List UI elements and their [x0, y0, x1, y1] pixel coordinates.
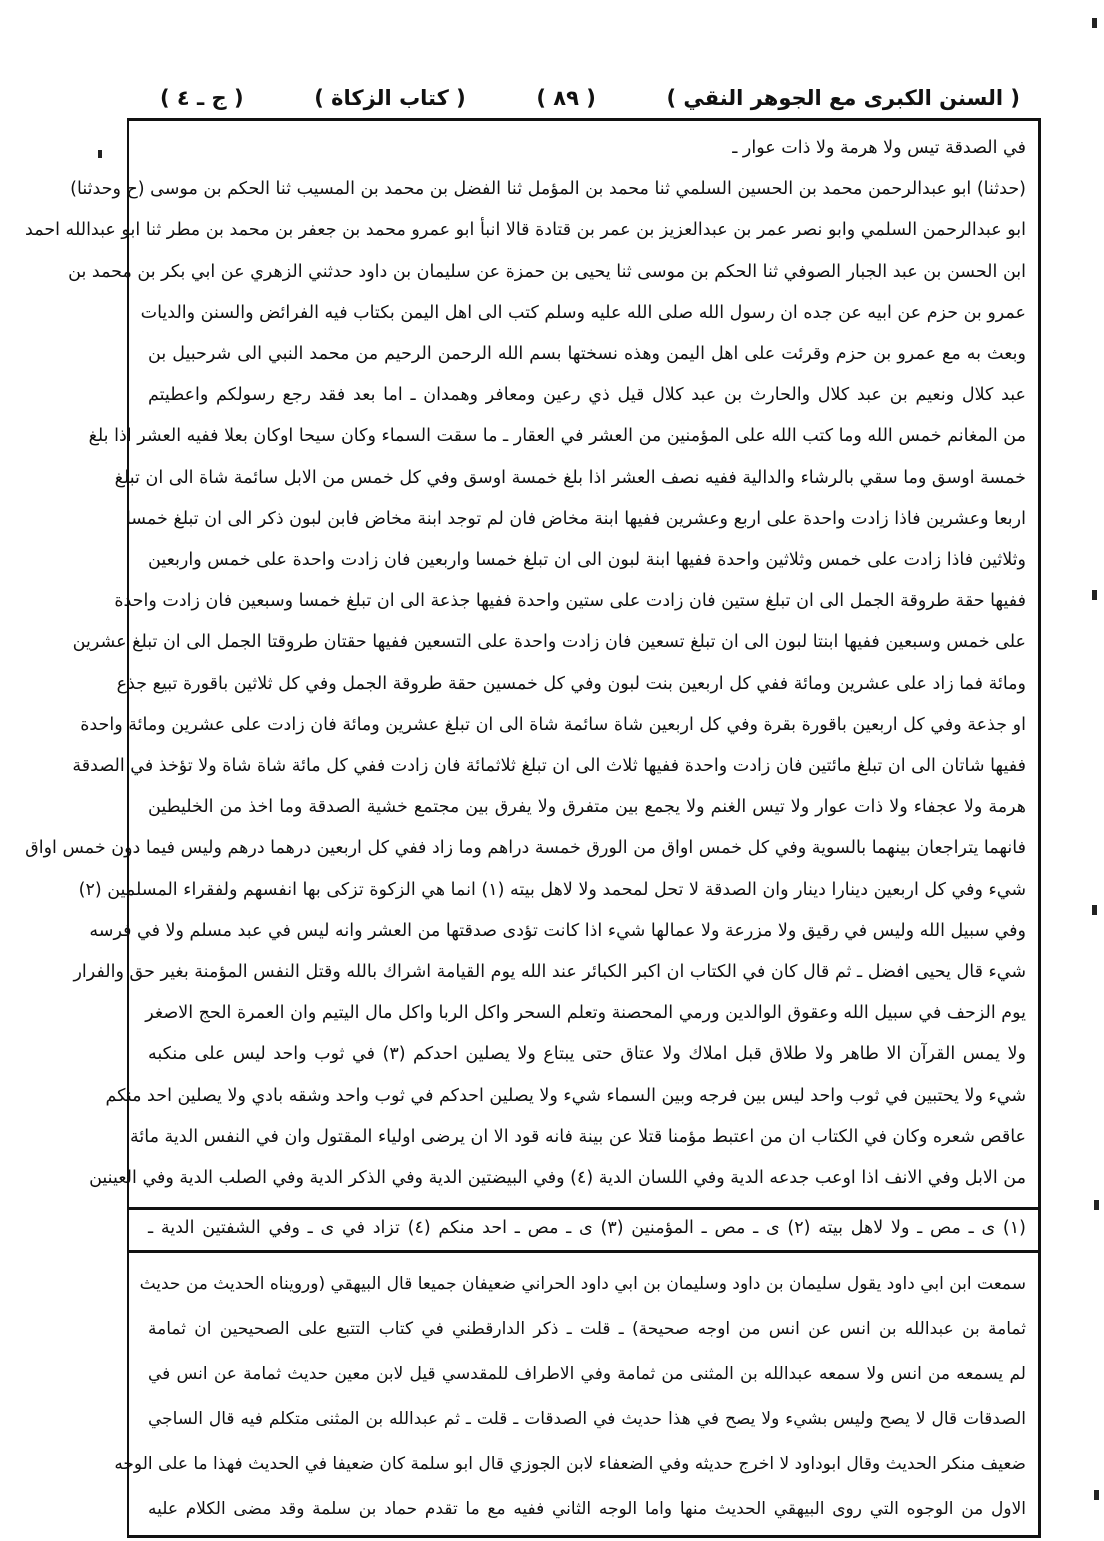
text-line: يوم الزحف في سبيل الله وعقوق الوالدين ورمي المحصنة وتعلم السحر واكل الربا واكل مال اليتيم وان العمرة الحج الاصغر	[145, 1003, 1026, 1024]
book-title: ( السنن الكبرى مع الجوهر النقي )	[666, 86, 1020, 110]
text-line: عبد كلال ونعيم بن عبد كلال والحارث بن عبد كلال قيل ذي رعين ومعافر وهمدان ـ اما بعد فقد رجع رسولكم واعطيتم	[148, 385, 1026, 406]
scan-speck	[1092, 18, 1097, 28]
text-line: هرمة ولا عجفاء ولا ذات عوار ولا تيس الغنم ولا يجمع بين متفرق ولا يفرق بين مجتمع خشية الصدقة وما اخذ من الخليطين	[148, 797, 1026, 818]
text-line: وبعث به مع عمرو بن حزم وقرئت على اهل اليمن وهذه نسختها بسم الله الرحمن الرحيم من محمد النبي الى شرحبيل بن	[148, 344, 1026, 365]
footnotes: (١) ى ـ مص ـ ولا لاهل بيته (٢) ى ـ مص ـ المؤمنين (٣) ى ـ مص ـ احد منكم (٤) تزاد في ى ـ وفي الشفتين الدية ـ	[148, 1218, 1026, 1238]
main-text	[25, 128, 1026, 1199]
page-header	[160, 80, 1020, 116]
text-line: وثلاثين فاذا زادت على خمس وثلاثين واحدة ففيها ابنة لبون الى ان تبلغ خمسا واربعين فان زادت واحدة على خمس واربعين	[148, 550, 1026, 571]
text-line: في الصدقة تيس ولا هرمة ولا ذات عوار ـ	[732, 138, 1026, 158]
text-line: فانهما يتراجعان بينهما بالسوية وفي كل خمس اواق من الورق خمسة دراهم وما زاد ففي كل اربعين درهما درهم وليس فيما دون خمس اواق	[25, 838, 1026, 859]
commentary-line: ضعيف منكر الحديث وقال ابوداود لا اخرج حديثه وفي الضعفاء لابن الجوزي قال ابو سلمة كان ضعيفا في الحديث فهذا ما على الوجه	[114, 1454, 1026, 1474]
text-line: شيء قال يحيى افضل ـ ثم قال كان في الكتاب ان اكبر الكبائر عند الله يوم القيامة اشراك بالله وقتل النفس المؤمنة بغير حق والفرار	[73, 962, 1026, 983]
text-line: ابو عبدالرحمن السلمي وابو نصر عمر بن عبدالعزيز بن عمر بن قتادة قالا انبأ ابو عمرو محمد بن جعفر بن محمد بن مطر ثنا ابو عبدالله احمد	[25, 220, 1026, 241]
commentary-divider	[127, 1250, 1041, 1253]
scan-speck	[1092, 905, 1097, 915]
commentary-line: ثمامة بن عبدالله بن انس عن انس من اوجه صحيحة) ـ قلت ـ ذكر الدارقطني في كتاب التتبع على الصحيحين ان ثمامة	[148, 1319, 1026, 1339]
text-line: (حدثنا) ابو عبدالرحمن محمد بن الحسين السلمي ثنا محمد بن المؤمل ثنا الفضل بن محمد بن المسيب ثنا الحكم بن موسى (ح وحدثنا)	[70, 179, 1026, 200]
text-line: عمرو بن حزم عن ابيه عن جده ان رسول الله صلى الله عليه وسلم كتب الى اهل اليمن بكتاب فيه الفرائض والسنن والديات	[140, 302, 1026, 323]
text-line: او جذعة وفي كل اربعين باقورة بقرة وفي كل اربعين شاة سائمة شاة الى ان تبلغ عشرين ومائة فان زادت على عشرين ومائة واحدة	[80, 714, 1026, 735]
commentary-line: سمعت ابن ابي داود يقول سليمان بن داود وسليمان بن ابي داود الحراني ضعيفان جميعا قال البيهقي (ورويناه الحديث من حديث	[139, 1274, 1026, 1294]
text-line: عاقص شعره وكان في الكتاب ان من اعتبط مؤمنا قتلا عن بينة فانه قود الا ان يرضى اولياء المقتول وان في النفس الدية مائة	[130, 1126, 1026, 1147]
scan-speck	[1092, 590, 1097, 600]
text-line: ومائة فما زاد على عشرين ومائة ففي كل اربعين بنت لبون وفي كل خمسين حقة طروقة الجمل وفي كل ثلاثين باقورة تبيع جذع	[116, 673, 1026, 694]
text-line: من الابل وفي الانف اذا اوعب جدعه الدية وفي اللسان الدية (٤) وفي البيضتين الدية وفي الذكر الدية وفي الصلب الدية وفي العينين	[89, 1168, 1026, 1189]
text-line: شيء وفي كل اربعين دينارا دينار وان الصدقة لا تحل لمحمد ولا لاهل بيته (١) انما هي الزكوة تزكى بها انفسهم ولفقراء المسلمين (٢)	[78, 879, 1026, 900]
commentary-line: الاول من الوجوه التي روى البيهقي الحديث منها واما الوجه الثاني ففيه مع ما تقدم حماد بن سلمة وقد مضى الكلام عليه	[148, 1499, 1026, 1519]
commentary-text	[114, 1262, 1026, 1532]
text-line: ففيها شاتان الى ان تبلغ مائتين فان زادت واحدة ففيها ثلاث الى ان تبلغ ثلاثمائة فان زادت ففي كل مائة شاة شاة ولا تؤخذ في الصدقة	[72, 756, 1026, 777]
page-number: ( ٨٩ )	[536, 86, 596, 110]
text-line: على خمس وسبعين ففيها ابنتا لبون الى ان تبلغ تسعين فان زادت واحدة على التسعين ففيها حقتان طروقتا الجمل الى ان تبلغ عشرين	[72, 632, 1026, 653]
text-line: ابن الحسن بن عبد الجبار الصوفي ثنا الحكم بن موسى ثنا يحيى بن حمزة عن سليمان بن داود حدثني الزهري عن ابي بكر بن محمد بن	[68, 261, 1026, 282]
text-line: ففيها حقة طروقة الجمل الى ان تبلغ ستين فان زادت على ستين واحدة ففيها جذعة الى ان تبلغ خمسا وسبعين فان زادت واحدة	[114, 591, 1026, 612]
text-line: ولا يمس القرآن الا طاهر ولا طلاق قبل املاك ولا عتاق حتى يبتاع ولا يصلين احدكم (٣) في ثوب واحد ليس على منكبه	[148, 1044, 1026, 1065]
commentary-line: لم يسمعه من انس ولا سمعه عبدالله بن المثنى من ثمامة وفي الاطراف للمقدسي قيل لابن معين حديث ثمامة عن انس في	[148, 1364, 1026, 1384]
scan-speck	[1094, 1490, 1099, 1500]
text-line: من المغانم خمس الله وما كتب الله على المؤمنين من العشر في العقار ـ ما سقت السماء وكان سيحا اوكان بعلا ففيه العشر اذا بلغ	[88, 426, 1026, 447]
text-line: وفي سبيل الله وليس في رقيق ولا مزرعة ولا عمالها شيء اذا كانت تؤدى صدقتها من العشر وانه ليس في عبد مسلم ولا في فرسه	[89, 920, 1026, 941]
chapter-title: ( كتاب الزكاة )	[314, 86, 466, 110]
volume-number: ( ج ـ ٤ )	[160, 86, 244, 110]
text-line: اربعا وعشرين فاذا زادت واحدة على اربع وعشرين ففيها ابنة مخاض فان لم توجد ابنة مخاض فابن لبون ذكر الى ان تبلغ خمسا	[125, 508, 1026, 529]
scan-speck	[98, 150, 102, 158]
commentary-line: الصدقات قال لا يصح وليس بشيء ولا يصح في هذا حديث في الصدقات ـ قلت ـ ثم عبدالله بن المثنى متكلم فيه قال الساجي	[148, 1409, 1026, 1429]
scan-speck	[1094, 1200, 1099, 1210]
text-line: شيء ولا يحتبين في ثوب واحد ليس بين فرجه وبين السماء شيء ولا يصلين احدكم في ثوب واحد وشقه بادي ولا يصلين احد منكم	[105, 1085, 1026, 1106]
text-line: خمسة اوسق وما سقي بالرشاء والدالية ففيه نصف العشر اذا بلغ خمسة اوسق وفي كل خمس من الابل سائمة شاة الى ان تبلغ	[114, 467, 1026, 488]
